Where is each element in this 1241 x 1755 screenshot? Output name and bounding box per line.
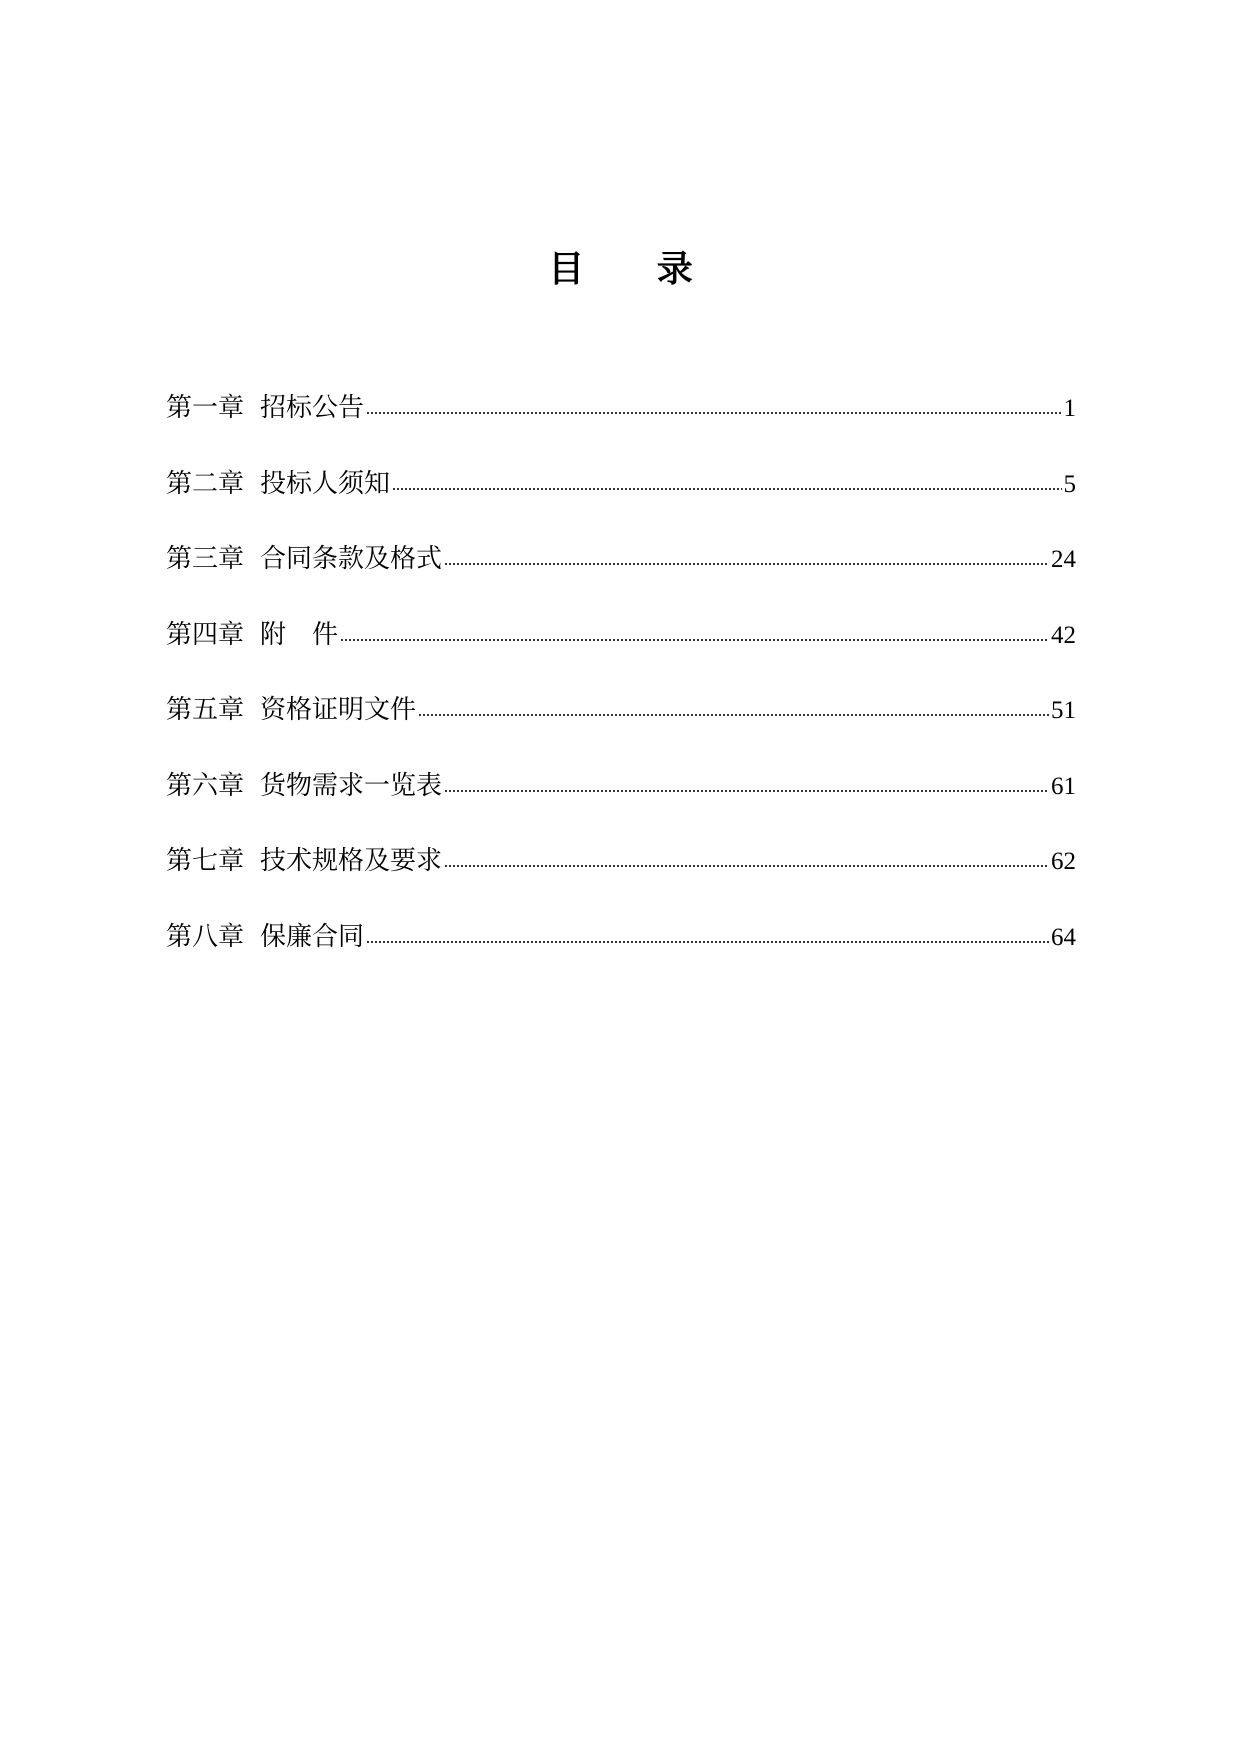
- toc-dot-leader: [444, 865, 1049, 867]
- toc-entry-7[interactable]: [166, 841, 1076, 917]
- toc-chapter-label: 第五章: [166, 695, 245, 725]
- toc-chapter-label: 第四章: [166, 619, 245, 650]
- toc-page-number: 61: [1051, 772, 1076, 800]
- toc-dot-leader: [366, 941, 1049, 943]
- toc-entry-1[interactable]: [166, 388, 1076, 464]
- toc-chapter-label: 第八章: [166, 921, 245, 952]
- toc-entry-3[interactable]: [166, 539, 1076, 615]
- toc-entry-5[interactable]: [166, 690, 1076, 766]
- toc-chapter-name: 技术规格及要求: [260, 846, 443, 876]
- toc-list: [166, 388, 1076, 992]
- toc-title: 目 录: [548, 249, 723, 291]
- toc-page-number: 62: [1051, 848, 1076, 875]
- toc-entry-4[interactable]: [166, 615, 1076, 691]
- toc-page-number: 1: [1063, 395, 1076, 422]
- toc-page-number: 24: [1051, 546, 1076, 573]
- toc-chapter-label: 第三章: [166, 544, 245, 574]
- toc-chapter-name: 资格证明文件: [260, 695, 417, 725]
- toc-chapter-label: 第一章: [166, 393, 245, 423]
- toc-page-number: 42: [1051, 621, 1076, 649]
- toc-page-number: 51: [1051, 697, 1076, 724]
- toc-chapter-label: 第七章: [166, 846, 245, 876]
- toc-chapter-name: 招标公告: [260, 393, 365, 423]
- toc-dot-leader: [340, 639, 1049, 641]
- toc-chapter-name: 附 件: [260, 619, 339, 650]
- toc-entry-2[interactable]: [166, 464, 1076, 540]
- toc-dot-leader: [392, 488, 1061, 490]
- toc-chapter-name: 投标人须知: [260, 468, 391, 499]
- toc-dot-leader: [444, 790, 1049, 792]
- toc-chapter-name: 货物需求一览表: [260, 770, 443, 801]
- toc-dot-leader: [418, 714, 1049, 716]
- toc-page-number: 64: [1051, 923, 1076, 951]
- toc-chapter-name: 保廉合同: [260, 921, 365, 952]
- toc-page-number: 5: [1063, 470, 1076, 498]
- toc-entry-6[interactable]: [166, 766, 1076, 842]
- toc-chapter-label: 第六章: [166, 770, 245, 801]
- toc-chapter-name: 合同条款及格式: [260, 544, 443, 574]
- toc-chapter-label: 第二章: [166, 468, 245, 499]
- toc-dot-leader: [366, 412, 1061, 414]
- toc-entry-8[interactable]: [166, 917, 1076, 993]
- toc-dot-leader: [444, 563, 1049, 565]
